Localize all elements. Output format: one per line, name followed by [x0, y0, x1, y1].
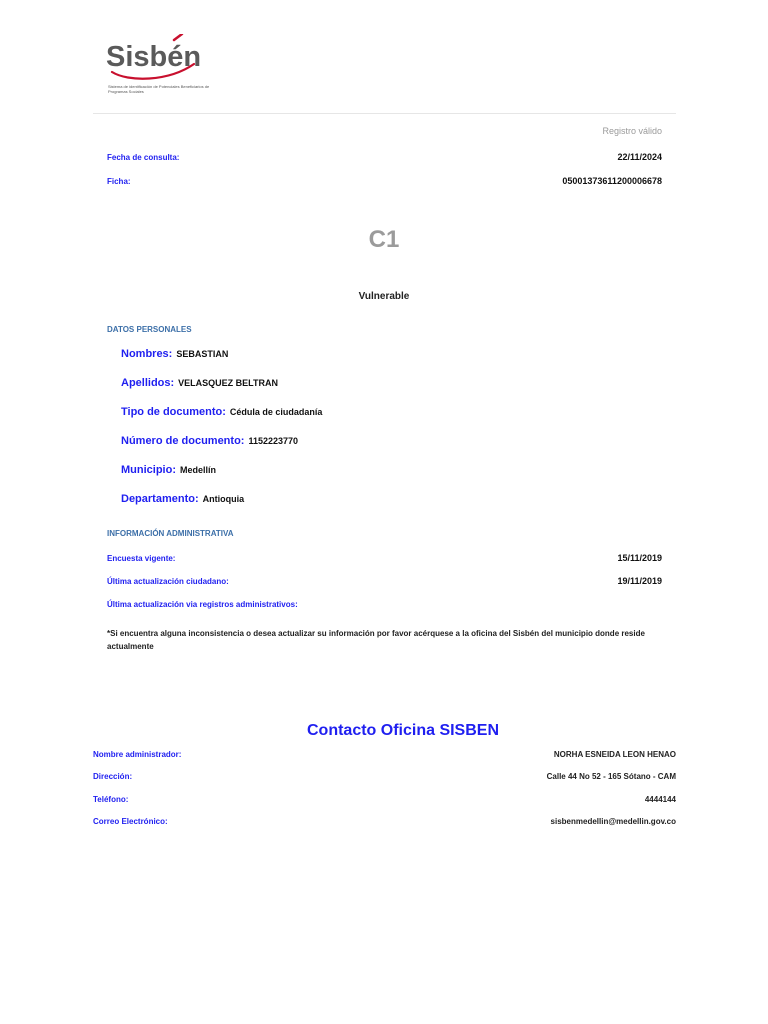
person-field-tipo-documento: [121, 406, 322, 418]
tipo-documento-label: Tipo de documento:: [121, 406, 226, 418]
direccion-value: Calle 44 No 52 - 165 Sótano - CAM: [546, 772, 676, 781]
ficha-value: 05001373611200006678: [562, 176, 662, 186]
logo-wordmark: Sisbén: [106, 41, 202, 73]
person-field-apellidos: [121, 377, 278, 389]
fecha-consulta-label: Fecha de consulta:: [107, 153, 180, 162]
admin-row-actualizacion-ciudadano: [107, 576, 662, 586]
encuesta-vigente-label: Encuesta vigente:: [107, 554, 176, 563]
apellidos-label: Apellidos:: [121, 377, 175, 389]
numero-documento-label: Número de documento:: [121, 435, 245, 447]
departamento-value: Antioquia: [202, 494, 245, 504]
classification-level: Vulnerable: [358, 291, 410, 302]
logo-tagline: Sistema de identificación de Potenciales Beneficiarios de Programas Sociales: [108, 84, 210, 94]
header-divider: [93, 113, 676, 114]
nombres-label: Nombres:: [121, 348, 173, 360]
correo-value[interactable]: sisbenmedellin@medellin.gov.co: [550, 817, 676, 826]
correo-label: Correo Electrónico:: [93, 817, 168, 826]
administrador-label: Nombre administrador:: [93, 750, 182, 759]
tipo-documento-value: Cédula de ciudadanía: [229, 407, 323, 417]
ficha-label: Ficha:: [107, 177, 131, 186]
telefono-value: 4444144: [644, 795, 676, 804]
telefono-label: Teléfono:: [93, 795, 129, 804]
nombres-value: SEBASTIAN: [176, 349, 229, 359]
fecha-consulta-row: [107, 152, 662, 162]
person-field-municipio: [121, 464, 216, 476]
actualizacion-ciudadano-label: Última actualización ciudadano:: [107, 577, 229, 586]
municipio-value: Medellín: [180, 465, 217, 475]
apellidos-value: VELASQUEZ BELTRAN: [178, 378, 279, 388]
sisben-logo-mark: [98, 34, 238, 84]
inconsistency-note: *Si encuentra alguna inconsistencia o desea actualizar su información por favor acérquese a la oficina del Sisbén del municipio donde reside actualmente: [107, 629, 645, 651]
contact-title: Contacto Oficina SISBEN: [306, 722, 500, 739]
departamento-label: Departamento:: [121, 493, 199, 505]
status-badge: Registro válido: [602, 126, 662, 136]
numero-documento-value: 1152223770: [248, 436, 299, 446]
person-field-nombres: [121, 348, 228, 360]
administrador-value: NORHA ESNEIDA LEON HENAO: [553, 750, 676, 759]
admin-row-actualizacion-registros: [107, 600, 662, 609]
municipio-label: Municipio:: [121, 464, 176, 476]
classification-group: C1: [368, 226, 400, 253]
contact-row-correo: [93, 817, 676, 826]
person-field-numero-documento: [121, 435, 298, 447]
personal-section-title: DATOS PERSONALES: [107, 325, 192, 334]
direccion-label: Dirección:: [93, 772, 133, 781]
admin-row-encuesta: [107, 553, 662, 563]
contact-row-direccion: [93, 772, 676, 781]
person-field-departamento: [121, 493, 244, 505]
ficha-row: [107, 176, 662, 186]
encuesta-vigente-value: 15/11/2019: [617, 553, 662, 563]
sisben-logo: [98, 34, 238, 100]
actualizacion-registros-label: Última actualización via registros administrativos:: [107, 600, 298, 609]
contact-row-administrador: [93, 750, 676, 759]
admin-section-title: INFORMACIÓN ADMINISTRATIVA: [107, 529, 234, 538]
contact-row-telefono: [93, 795, 676, 804]
actualizacion-ciudadano-value: 19/11/2019: [617, 576, 662, 586]
fecha-consulta-value: 22/11/2024: [617, 152, 662, 162]
